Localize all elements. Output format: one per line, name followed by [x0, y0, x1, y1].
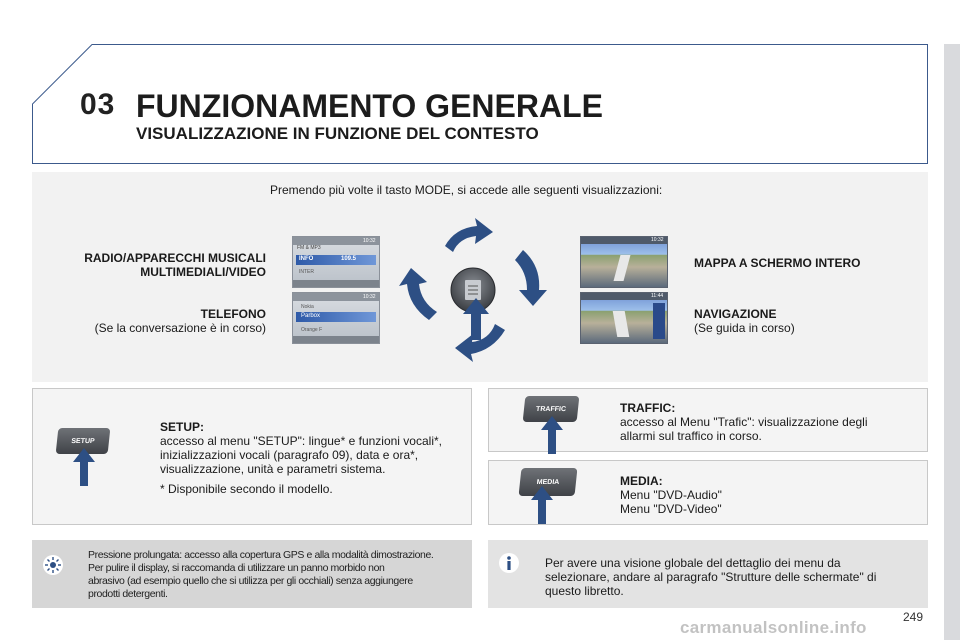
- map-screen-time: 10:32: [651, 237, 664, 243]
- setup-line-1: accesso al menu "SETUP": lingue* e funzioni vocali*,: [160, 434, 442, 448]
- cycle-arrow-right-icon: [515, 250, 547, 306]
- cycle-arrow-left-icon: [399, 268, 437, 320]
- radio-screen-line4: INTER: [299, 269, 314, 275]
- cycle-arrow-top-icon: [445, 218, 493, 252]
- traffic-line-2: allarmi sul traffico in corso.: [620, 429, 762, 443]
- setup-press-arrow-icon: [70, 446, 98, 486]
- radio-screen-line2: INFO: [299, 256, 314, 262]
- navigation-screen-time: 11:44: [651, 293, 664, 299]
- info-icon: [498, 552, 520, 574]
- info-note-line-3: questo libretto.: [545, 584, 624, 598]
- media-button[interactable]: MEDIA: [519, 468, 578, 496]
- radio-screen-time: 10:32: [363, 238, 376, 244]
- navigazione-label: NAVIGAZIONE: [694, 307, 777, 321]
- radio-screen: [292, 236, 380, 288]
- phone-screen-line1: Nokia: [301, 304, 314, 310]
- info-note-text: [545, 556, 876, 598]
- mode-cycle-graphic: [395, 210, 565, 370]
- tip-note-line-3: abrasivo (ad esempio quello che si utilizza per gli occhiali) senza aggiungere: [88, 575, 413, 587]
- tip-note-line-2: Per pulire il display, si raccomanda di utilizzare un panno morbido non: [88, 562, 385, 574]
- radio-screen-line3: 109.5: [341, 256, 357, 262]
- telefono-note: (Se la conversazione è in corso): [94, 321, 266, 335]
- radio-label-line1: RADIO/APPARECCHI MUSICALI: [84, 251, 266, 265]
- mappa-label: MAPPA A SCHERMO INTERO: [694, 256, 861, 270]
- navigation-screen: [580, 292, 668, 344]
- radio-label-line2: MULTIMEDIALI/VIDEO: [140, 265, 266, 279]
- page-subtitle: VISUALIZZAZIONE IN FUNZIONE DEL CONTESTO: [136, 124, 539, 143]
- setup-footnote: * Disponibile secondo il modello.: [160, 482, 333, 496]
- info-note-line-2: selezionare, andare al paragrafo "Strutture delle schermate" di: [545, 570, 877, 584]
- map-screen: [580, 236, 668, 288]
- tip-note-line-4: prodotti detergenti.: [88, 588, 168, 600]
- tip-note-text: [88, 549, 433, 601]
- media-title: MEDIA:: [620, 474, 663, 488]
- setup-button[interactable]: SETUP: [56, 428, 111, 454]
- media-press-arrow-icon: [528, 484, 556, 524]
- traffic-press-arrow-icon: [538, 414, 566, 454]
- chapter-number: 03: [80, 88, 116, 121]
- navigazione-note: (Se guida in corso): [694, 321, 795, 335]
- sun-icon: [42, 554, 64, 576]
- right-gutter: [944, 44, 960, 640]
- radio-screen-line1: FM & MP3: [297, 245, 321, 251]
- setup-line-2: inizializzazioni vocali (paragrafo 09), data e ora*,: [160, 448, 419, 462]
- setup-line-3: visualizzazione, unità e parametri sistema.: [160, 462, 386, 476]
- page-number: 249: [903, 610, 924, 624]
- info-note-line-1: Per avere una visione globale del dettaglio dei menu da: [545, 556, 841, 570]
- watermark: carmanualsonline.info: [680, 618, 867, 637]
- telefono-label: TELEFONO: [200, 307, 266, 321]
- traffic-title: TRAFFIC:: [620, 401, 676, 415]
- media-line-2: Menu "DVD-Video": [620, 502, 722, 516]
- tip-note-line-1: Pressione prolungata: accesso alla copertura GPS e alla modalità dimostrazione.: [88, 549, 434, 561]
- media-line-1: Menu "DVD-Audio": [620, 488, 722, 502]
- phone-screen-line3: Orange F: [301, 327, 323, 333]
- phone-screen-time: 10:32: [363, 294, 376, 300]
- traffic-button[interactable]: TRAFFIC: [523, 396, 580, 422]
- traffic-line-1: accesso al Menu "Trafic": visualizzazione degli: [620, 415, 868, 429]
- phone-screen: [292, 292, 380, 344]
- page-title: FUNZIONAMENTO GENERALE: [136, 88, 603, 124]
- setup-title: SETUP:: [160, 420, 205, 434]
- intro-text: Premendo più volte il tasto MODE, si accede alle seguenti visualizzazioni:: [270, 183, 663, 197]
- phone-screen-line2: Parbox: [301, 313, 321, 319]
